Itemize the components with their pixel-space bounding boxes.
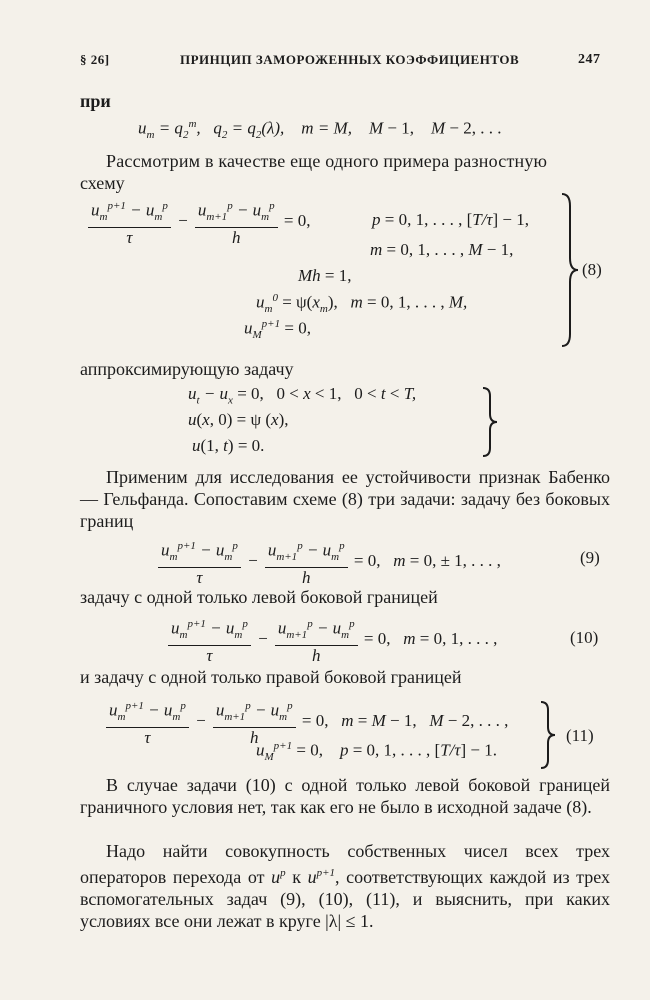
scheme8-mh: Mh = 1, (298, 266, 352, 285)
approx-label: аппроксимирующую задачу (80, 359, 294, 379)
paragraph-4-part-c: , соответствующих каждой из трех вспомогательных задач (9), (10), (11), и выяснить, при каких условиях все они лежат в круге |λ| ≤ 1. (80, 867, 611, 931)
section-mark: § 26] (80, 52, 110, 67)
formula-um-q2: $u_m = q_2^m$, $q_2 = q_2(\lambda)$, m = M, M − 1, M − 2, . . . (138, 118, 502, 142)
brace-11 (538, 700, 558, 770)
equation-10: $\frac{u_m^{p+1} - u_m^p}{\tau}$ − $\frac{u_{m+1}^p - u_m^p}{h}$ = 0, m = 0, 1, . . . , (166, 614, 497, 666)
pde-initial: u(x, 0) = ψ (x), (188, 410, 289, 429)
scheme8-p-range: p = 0, 1, . . . , [T/τ] − 1, (372, 210, 530, 229)
scheme8-initial: $u_m^0 = \psi(x_m)$, m = 0, 1, . . . , M, (256, 292, 468, 316)
scheme8-difference-eq: $\frac{u_m^{p+1} - u_m^p}{\tau}$ − $\frac{u_{m+1}^p - u_m^p}{h}$ = 0, (86, 196, 310, 248)
paragraph-4: Надо найти совокупность собственных чисел всех трех операторов перехода от $u^p$ к $u^{p+1}$, соответствующих каждой из трех вспомогательных задач (9), (10), (11), и выяснить, при каких условиях все они лежат в круге |λ| ≤ 1. (80, 841, 611, 931)
equation-11-line2: $u_M^{p+1} = 0$, p = 0, 1, . . . , [T/τ] − 1. (256, 740, 497, 764)
eq-number-10: (10) (570, 628, 599, 647)
eq-number-11: (11) (566, 726, 594, 745)
paragraph-2: Применим для исследования ее устойчивости признак Бабенко — Гельфанда. Сопоставим схеме (8) три задачи: задачу без боковых границ (80, 467, 610, 531)
brace-pde (480, 386, 500, 458)
paragraph-1-line2: схему (80, 173, 125, 193)
eq-number-9: (9) (580, 548, 600, 567)
word-pri: при (80, 91, 111, 111)
pde-eq: $u_t - u_x = 0$, 0 < x < 1, 0 < t < T, (188, 384, 417, 407)
brace-8 (558, 192, 580, 348)
scheme8-boundary: $u_M^{p+1} = 0$, (244, 318, 311, 342)
paragraph-3: В случае задачи (10) с одной только левой боковой границей граничного условия нет, так как его не было в исходной задаче (8). (80, 775, 610, 817)
scheme8-m-range: m = 0, 1, . . . , M − 1, (370, 240, 514, 259)
equation-11-line1: $\frac{u_m^{p+1} - u_m^p}{\tau}$ − $\frac{u_{m+1}^p - u_m^p}{h}$ = 0, m = M − 1, M − 2, . . . , (104, 696, 508, 748)
paragraph-4-part-b: к (292, 867, 301, 887)
pde-boundary: u(1, t) = 0. (192, 436, 265, 455)
right-boundary-label: и задачу с одной только правой боковой границей (80, 667, 462, 687)
equation-9: $\frac{u_m^{p+1} - u_m^p}{\tau}$ − $\frac{u_{m+1}^p - u_m^p}{h}$ = 0, m = 0, ± 1, . . . , (156, 536, 501, 588)
eq-number-8: (8) (582, 260, 602, 279)
left-boundary-label: задачу с одной только левой боковой границей (80, 587, 438, 607)
running-title: ПРИНЦИП ЗАМОРОЖЕННЫХ КОЭФФИЦИЕНТОВ (180, 52, 520, 67)
page-number: 247 (578, 52, 601, 67)
paragraph-4-part-a: Надо найти совокупность собственных чисел всех трех операторов перехода от (80, 841, 610, 887)
paragraph-1-line1: Рассмотрим в качестве еще одного примера разностную (106, 151, 548, 171)
